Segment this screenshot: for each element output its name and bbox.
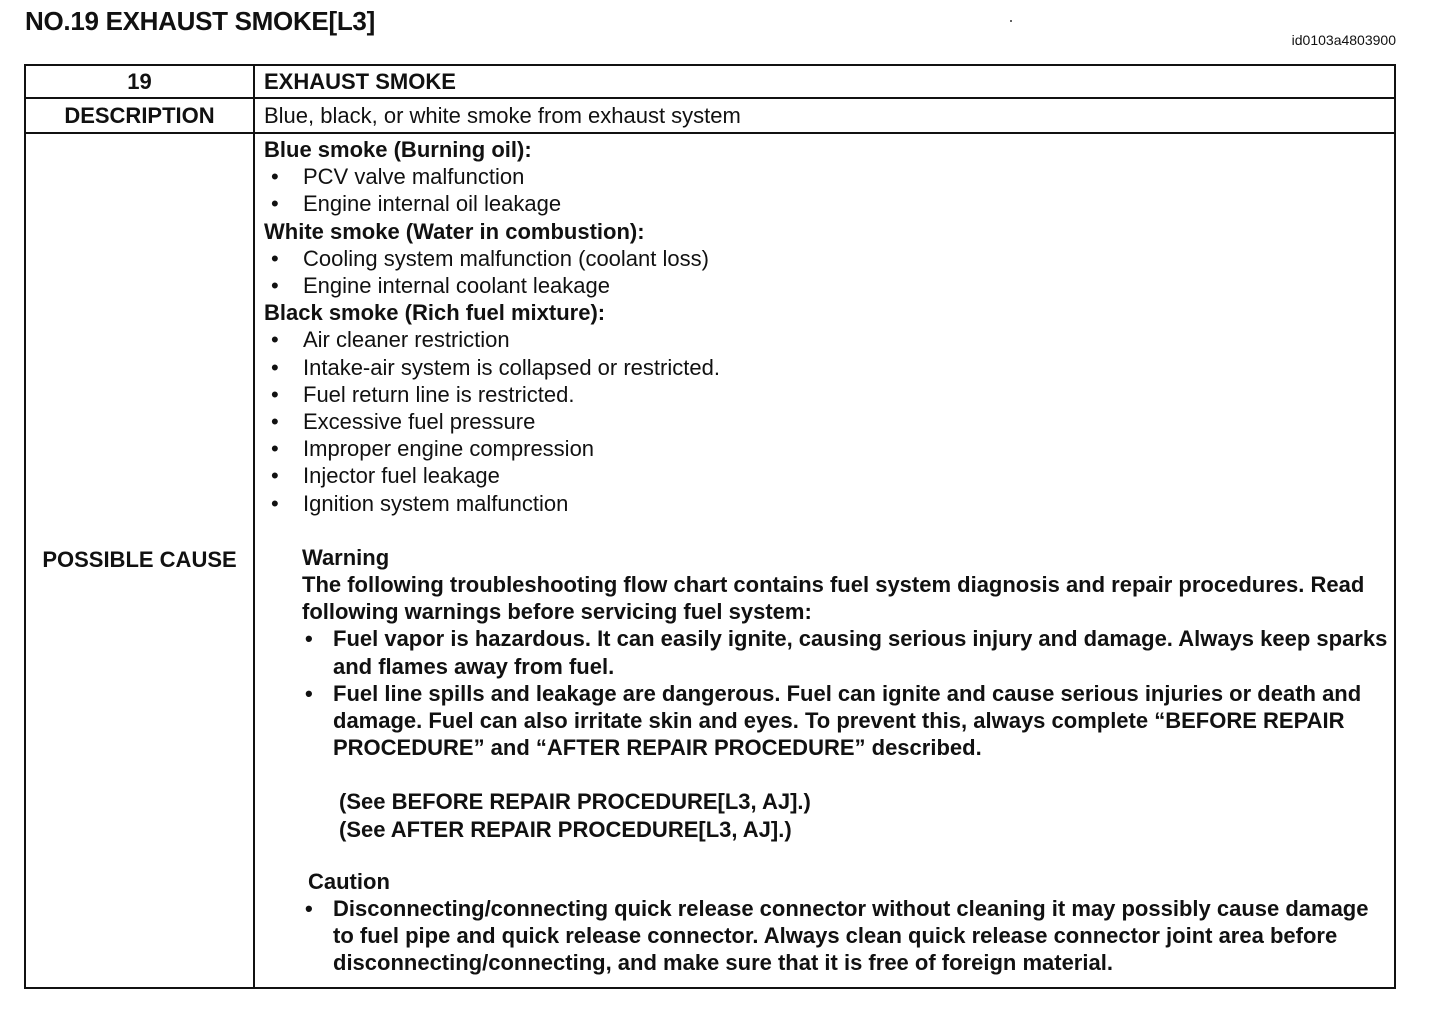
- list-item: • Cooling system malfunction (coolant loss): [264, 245, 1394, 272]
- cause-group-black: [264, 299, 1394, 517]
- reference-link[interactable]: (See AFTER REPAIR PROCEDURE[L3, AJ].): [339, 816, 792, 842]
- document-title: NO.19 EXHAUST SMOKE[L3]: [25, 6, 375, 36]
- header-row: [25, 65, 1395, 98]
- possible-cause-label: POSSIBLE CAUSE: [25, 133, 254, 988]
- list-item: • Intake-air system is collapsed or restricted.: [264, 354, 1394, 381]
- item-name: EXHAUST SMOKE: [254, 65, 1395, 98]
- description-text: Blue, black, or white smoke from exhaust system: [254, 98, 1395, 133]
- caution-list: [302, 895, 1394, 977]
- list-item: • Fuel return line is restricted.: [264, 381, 1394, 408]
- spacer: [264, 843, 1394, 868]
- caution-heading: Caution: [308, 868, 390, 894]
- spacer: [302, 761, 1394, 788]
- list-item: • Excessive fuel pressure: [264, 408, 1394, 435]
- cause-group-title: Black smoke (Rich fuel mixture):: [264, 300, 606, 326]
- cause-list: [264, 245, 1394, 299]
- list-item: • Engine internal oil leakage: [264, 190, 1394, 217]
- warning-list: [302, 625, 1394, 761]
- spacer: [264, 517, 1394, 544]
- list-item: • Fuel line spills and leakage are dangerous. Fuel can ignite and cause serious injuries or death and damage. Fuel can also irritate skin and eyes. To prevent this, always complete “BEFORE REPAIR PROCEDURE” and “AFTER REPAIR PROCEDURE” described.: [302, 680, 1394, 762]
- list-item: • PCV valve malfunction: [264, 163, 1394, 190]
- warning-references: [302, 788, 1394, 842]
- cause-list: [264, 326, 1394, 516]
- item-number: 19: [25, 65, 254, 98]
- list-item: • Ignition system malfunction: [264, 490, 1394, 517]
- possible-cause-content: [254, 133, 1395, 988]
- warning-block: [264, 544, 1394, 843]
- warning-intro: The following troubleshooting flow chart contains fuel system diagnosis and repair procedures. Read following warnings before servicing fuel system:: [302, 572, 1365, 625]
- troubleshooting-table: [24, 64, 1396, 989]
- cause-group-white: [264, 218, 1394, 300]
- list-item: • Improper engine compression: [264, 435, 1394, 462]
- list-item: • Injector fuel leakage: [264, 462, 1394, 489]
- list-item: • Engine internal coolant leakage: [264, 272, 1394, 299]
- list-item: • Air cleaner restriction: [264, 326, 1394, 353]
- cause-list: [264, 163, 1394, 217]
- list-item: • Fuel vapor is hazardous. It can easily ignite, causing serious injury and damage. Always keep sparks and flames away from fuel.: [302, 625, 1394, 679]
- reference-link[interactable]: (See BEFORE REPAIR PROCEDURE[L3, AJ].): [339, 789, 811, 815]
- cause-group-title: White smoke (Water in combustion):: [264, 218, 645, 244]
- cause-group-blue: [264, 136, 1394, 218]
- description-row: [25, 98, 1395, 133]
- cause-group-title: Blue smoke (Burning oil):: [264, 137, 532, 162]
- document-id: id0103a4803900: [1291, 32, 1396, 48]
- list-item: • Disconnecting/connecting quick release connector without cleaning it may possibly cause damage to fuel pipe and quick release connector. Always clean quick release connector joint area before disconnecting/connecting, and make sure that it is free of foreign material.: [302, 895, 1394, 977]
- caution-block: [264, 868, 1394, 977]
- warning-heading: Warning: [302, 544, 390, 570]
- description-label: DESCRIPTION: [25, 98, 254, 133]
- possible-cause-row: [25, 133, 1395, 988]
- scan-speck: [1010, 20, 1012, 22]
